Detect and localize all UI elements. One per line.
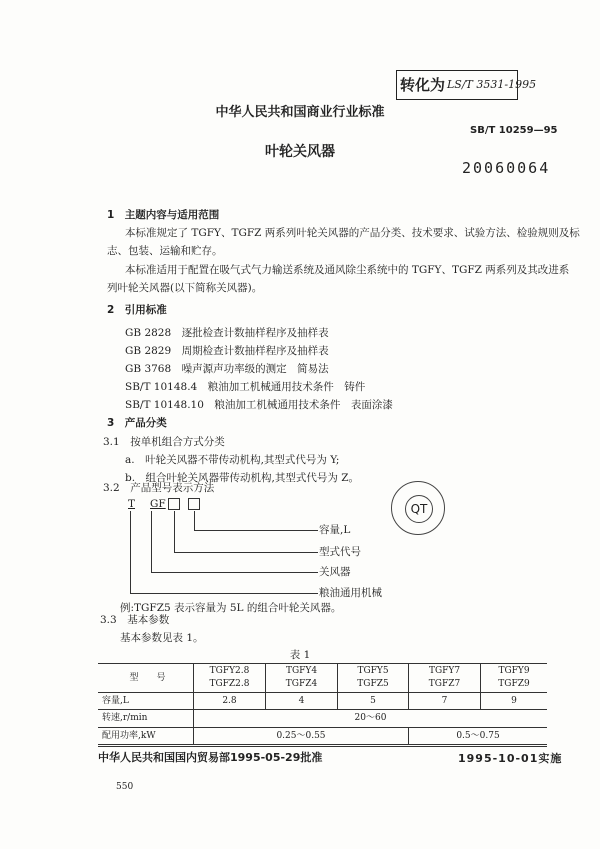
connector-line (130, 593, 318, 594)
paragraph: 本标准规定了 TGFY、TGFZ 两系列叶轮关风器的产品分类、技术要求、试验方法、检验规则及标 (125, 227, 580, 239)
text: TGFZ9 (498, 679, 530, 689)
serial-number: 20060064 (462, 159, 551, 177)
parameter-table (98, 663, 547, 747)
text (168, 498, 180, 510)
reference-item (125, 326, 329, 340)
text: TGFY9 (498, 666, 530, 676)
text: 周期检查计数抽样程序及抽样表 (181, 345, 329, 357)
model-gf: GF (150, 498, 166, 510)
row-label: 容量,L (102, 695, 129, 706)
connector-line (174, 511, 175, 552)
text (98, 693, 547, 710)
text: 噪声源声功率级的测定 简易法 (181, 363, 329, 375)
table-cell: 7 (409, 693, 481, 710)
example-text: 例:TGFZ5 表示容量为 5L 的组合叶轮关风器。 (120, 602, 342, 614)
text (98, 710, 547, 728)
label-airlock: 关风器 (319, 566, 351, 578)
row-label: 转速,r/min (102, 713, 148, 723)
text: TGFY5 (357, 666, 389, 676)
connector-line (151, 511, 152, 572)
subsection-heading: 3.2 产品型号表示方法 (103, 482, 215, 494)
placeholder-box (188, 497, 200, 511)
connector-line (194, 530, 318, 531)
connector-line (151, 572, 318, 573)
placeholder-box (168, 497, 180, 511)
reference-item (125, 362, 329, 376)
table-cell: 9 (481, 693, 548, 710)
reference-item (125, 380, 365, 394)
paragraph: 列叶轮关风器(以下简称关风器)。 (107, 282, 263, 294)
standard-number: SB/T 10259—95 (470, 125, 558, 136)
text: TGFY2.8 (209, 666, 250, 676)
section-1-heading: 1 主题内容与适用范围 (107, 209, 220, 221)
text: TGFZ4 (285, 679, 318, 689)
table-cell: 20～60 (194, 710, 548, 728)
row-label: 配用功率,kW (102, 730, 156, 741)
table-cell (194, 664, 266, 693)
text: TGFZ2.8 (209, 679, 250, 689)
table-cell: 5 (338, 693, 409, 710)
text (98, 664, 547, 746)
page-number: 550 (116, 782, 134, 792)
model-t: T (128, 498, 136, 510)
label-type-code: 型式代号 (319, 546, 361, 558)
stamp-code: LS/T 3531-1995 (447, 78, 537, 91)
header-cell: 型 号 (129, 672, 166, 683)
table-cell (409, 664, 481, 693)
reference-item (125, 398, 393, 412)
conversion-stamp (396, 70, 537, 100)
text: SB/T 10148.10 (125, 399, 204, 411)
text (98, 728, 547, 746)
label-machinery: 粮油通用机械 (319, 587, 382, 599)
document-title: 叶轮关风器 (265, 144, 335, 160)
table-cell (481, 664, 548, 693)
connector-line (194, 511, 195, 530)
effective-date: 1995-10-01实施 (458, 752, 563, 765)
inspection-seal (391, 481, 445, 535)
table-cell: 0.5～0.75 (409, 728, 548, 746)
table-cell: 4 (266, 693, 338, 710)
text: GB 3768 (125, 363, 172, 375)
table-cell: 2.8 (194, 693, 266, 710)
table-cell (266, 664, 338, 693)
table-cell (338, 664, 409, 693)
text: 逐批检查计数抽样程序及抽样表 (181, 327, 329, 339)
list-item: a. 叶轮关风器不带传动机构,其型式代号为 Y; (125, 454, 340, 466)
approval-date: 中华人民共和国国内贸易部1995-05-29批准 (98, 751, 323, 764)
text: SB/T 10148.4 (125, 381, 198, 393)
paragraph: 本标准适用于配置在吸气式气力输送系统及通风除尘系统中的 TGFY、TGFZ 两系列及其改进系 (125, 264, 570, 276)
text (98, 664, 547, 693)
section-2-heading: 2 引用标准 (107, 304, 167, 316)
issuing-org: 中华人民共和国商业行业标准 (215, 105, 385, 120)
text: TGFY7 (428, 666, 461, 676)
paragraph: 基本参数见表 1。 (120, 632, 204, 644)
stamp-prefix: 转化为 (400, 76, 446, 94)
table-cell: 0.25～0.55 (194, 728, 409, 746)
subsection-heading: 3.3 基本参数 (100, 614, 170, 626)
paragraph: 志、包装、运输和贮存。 (107, 245, 223, 257)
text: 粮油加工机械通用技术条件 表面涂漆 (214, 399, 393, 411)
list-item: b. 组合叶轮关风器带传动机构,其型式代号为 Z。 (125, 472, 360, 484)
reference-item (125, 344, 329, 358)
section-3-heading: 3 产品分类 (107, 417, 167, 429)
table-caption: 表 1 (289, 649, 311, 661)
text: TGFZ5 (357, 679, 389, 689)
text: TGFZ7 (428, 679, 461, 689)
subsection-heading: 3.1 按单机组合方式分类 (103, 436, 225, 448)
text: 粮油加工机械通用技术条件 铸件 (207, 381, 366, 393)
text: GB 2828 (125, 327, 172, 339)
text (188, 498, 200, 510)
connector-line (130, 511, 131, 593)
connector-line (174, 552, 318, 553)
label-capacity: 容量,L (319, 524, 351, 536)
text: GB 2829 (125, 345, 172, 357)
seal-text: QT (405, 495, 433, 523)
text: TGFY4 (285, 666, 318, 676)
